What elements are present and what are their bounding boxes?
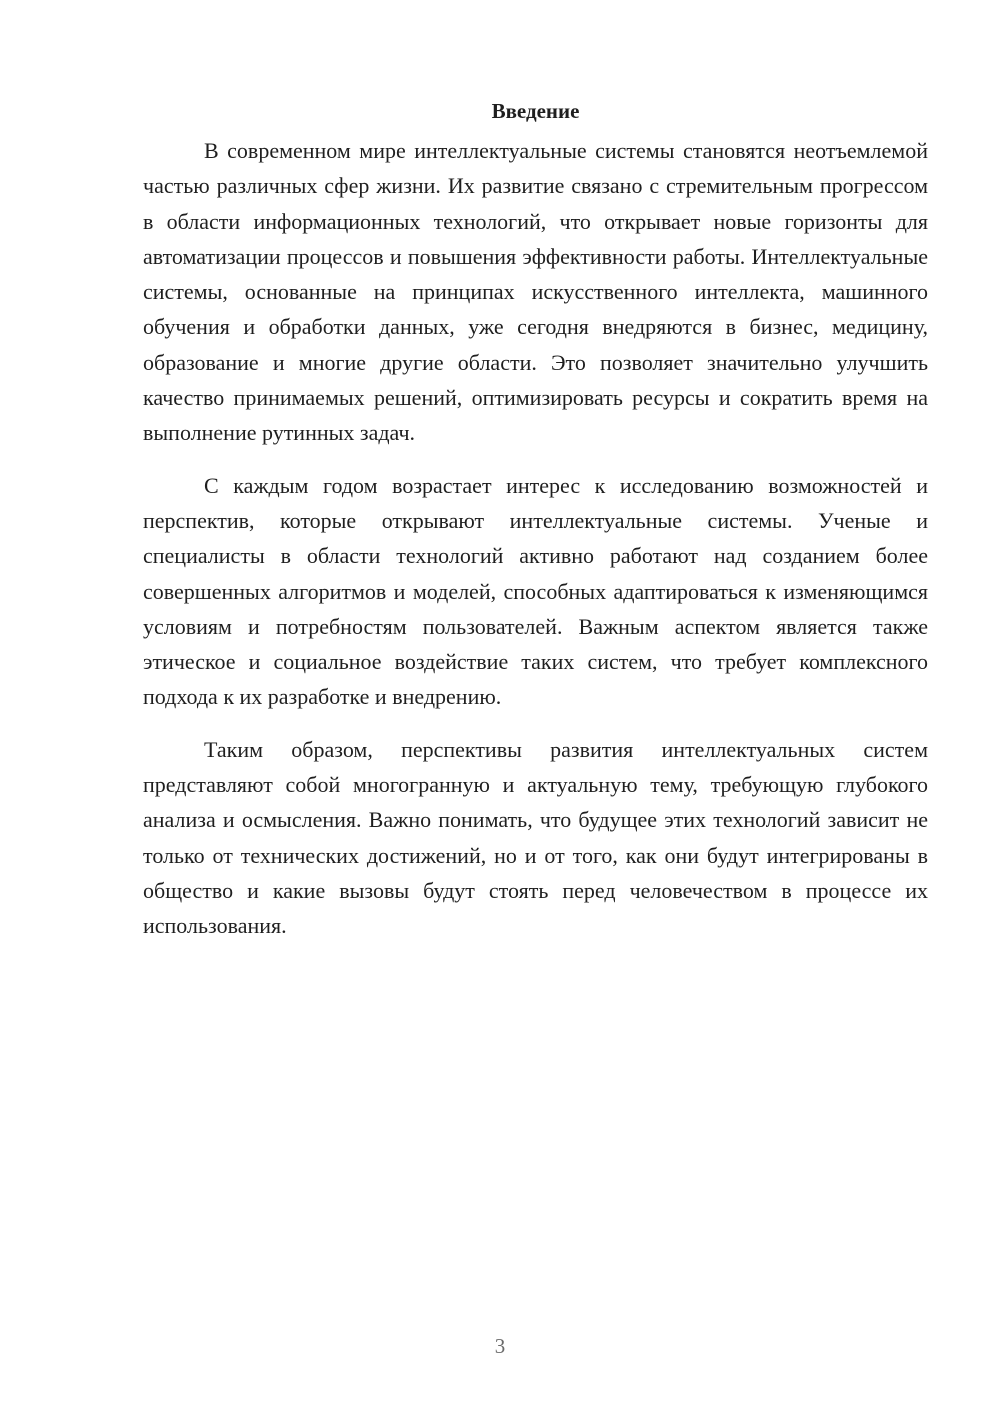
- section-heading: Введение: [491, 99, 580, 123]
- page-content: [143, 97, 928, 961]
- paragraph-3: Таким образом, перспективы развития интеллектуальных систем представляют собой многогранную и актуальную тему, требующую глубокого анализа и осмысления. Важно понимать, что будущее этих технологий зависит не только от технических достижений, но и от того, как они будут интегрированы в общество и какие вызовы будут стоять перед человечеством в процессе их использования.: [143, 736, 928, 939]
- page-number: 3: [494, 1334, 506, 1358]
- paragraph-2: С каждым годом возрастает интерес к исследованию возможностей и перспектив, которые открывают интеллектуальные системы. Ученые и специалисты в области технологий активно работают над созданием более совершенных алгоритмов и моделей, способных адаптироваться к изменяющимся условиям и потребностям пользователей. Важным аспектом является также этическое и социальное воздействие таких систем, что требует комплексного подхода к их разработке и внедрению.: [143, 472, 928, 710]
- paragraph-1: В современном мире интеллектуальные системы становятся неотъемлемой частью различных сфер жизни. Их развитие связано с стремительным прогрессом в области информационных технологий, что открывает новые горизонты для автоматизации процессов и повышения эффективности работы. Интеллектуальные системы, основанные на принципах искусственного интеллекта, машинного обучения и обработки данных, уже сегодня внедряются в бизнес, медицину, образование и многие другие области. Это позволяет значительно улучшить качество принимаемых решений, оптимизировать ресурсы и сократить время на выполнение рутинных задач.: [143, 138, 928, 446]
